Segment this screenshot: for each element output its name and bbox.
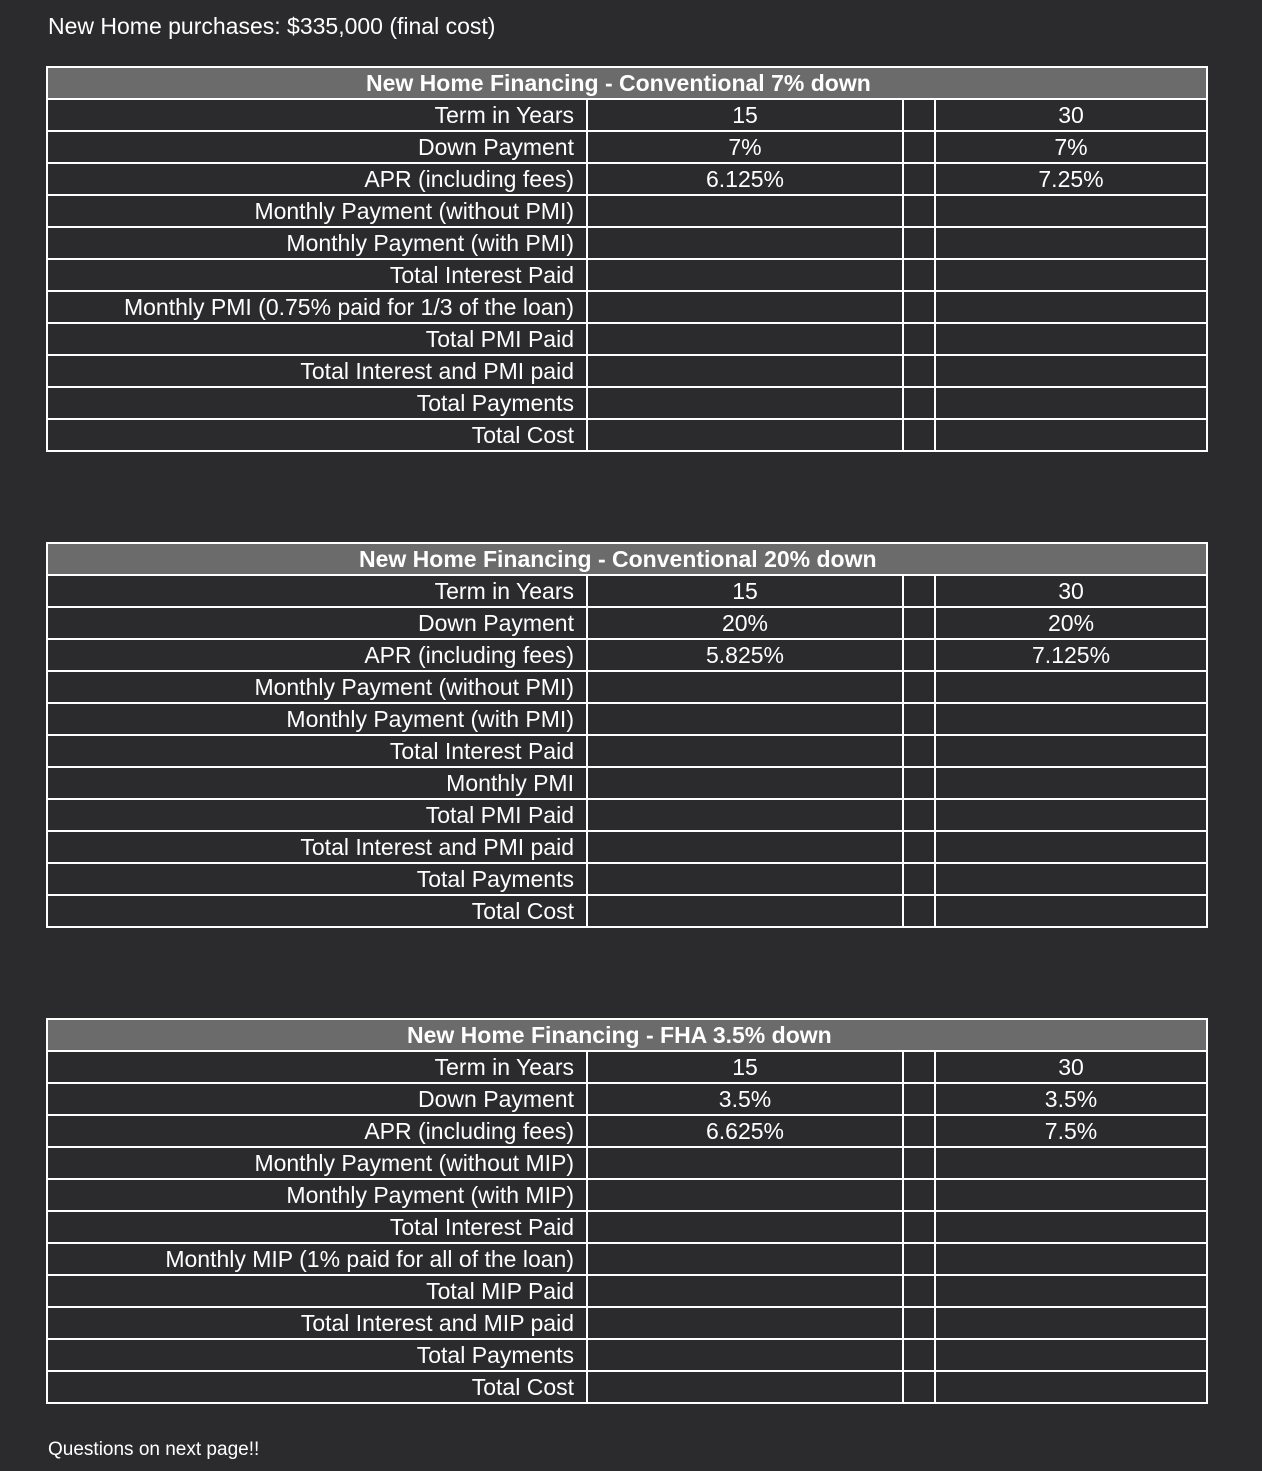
cell-30-year[interactable]: 3.5%	[935, 1083, 1207, 1115]
cell-15-year[interactable]: 3.5%	[587, 1083, 903, 1115]
cell-30-year[interactable]	[935, 227, 1207, 259]
cell-30-year[interactable]: 7.25%	[935, 163, 1207, 195]
row-label: Total Payments	[47, 1339, 587, 1371]
row-label: Total Interest Paid	[47, 735, 587, 767]
cell-30-year[interactable]	[935, 1179, 1207, 1211]
row-label: Total PMI Paid	[47, 323, 587, 355]
row-label: Monthly Payment (with PMI)	[47, 227, 587, 259]
cell-15-year[interactable]: 6.125%	[587, 163, 903, 195]
table-title: New Home Financing - Conventional 7% down	[47, 67, 1207, 99]
cell-15-year[interactable]: 7%	[587, 131, 903, 163]
spacer-cell	[903, 1275, 935, 1307]
spacer-cell	[903, 1115, 935, 1147]
table-row	[47, 831, 1207, 863]
table-row	[47, 1307, 1207, 1339]
cell-30-year[interactable]	[935, 1211, 1207, 1243]
table-row	[47, 1083, 1207, 1115]
cell-15-year[interactable]	[587, 1179, 903, 1211]
spacer-cell	[903, 1307, 935, 1339]
cell-30-year[interactable]	[935, 387, 1207, 419]
cell-15-year[interactable]	[587, 1243, 903, 1275]
table-row	[47, 291, 1207, 323]
spacer-cell	[903, 1147, 935, 1179]
row-label: Total Payments	[47, 387, 587, 419]
spacer-cell	[903, 1339, 935, 1371]
cell-30-year[interactable]	[935, 703, 1207, 735]
table-row	[47, 639, 1207, 671]
cell-15-year[interactable]	[587, 259, 903, 291]
table-title-row	[47, 1019, 1207, 1051]
row-label: Total Interest and MIP paid	[47, 1307, 587, 1339]
cell-30-year[interactable]	[935, 1147, 1207, 1179]
cell-30-year[interactable]	[935, 1339, 1207, 1371]
cell-15-year[interactable]	[587, 355, 903, 387]
spacer-cell	[903, 387, 935, 419]
cell-30-year[interactable]	[935, 671, 1207, 703]
cell-30-year[interactable]	[935, 1275, 1207, 1307]
cell-15-year[interactable]	[587, 195, 903, 227]
table-row	[47, 607, 1207, 639]
table-title: New Home Financing - FHA 3.5% down	[47, 1019, 1207, 1051]
spacer-cell	[903, 355, 935, 387]
row-label: Total Interest and PMI paid	[47, 355, 587, 387]
cell-30-year[interactable]	[935, 291, 1207, 323]
cell-15-year[interactable]: 5.825%	[587, 639, 903, 671]
row-label: Term in Years	[47, 1051, 587, 1083]
cell-30-year[interactable]	[935, 1371, 1207, 1403]
page-title: New Home purchases: $335,000 (final cost)	[48, 13, 496, 39]
financing-table-conventional-7	[46, 66, 1208, 452]
cell-15-year[interactable]: 6.625%	[587, 1115, 903, 1147]
cell-15-year[interactable]	[587, 831, 903, 863]
row-label: Term in Years	[47, 99, 587, 131]
table-row	[47, 1243, 1207, 1275]
cell-15-year[interactable]	[587, 387, 903, 419]
row-label: Monthly Payment (with PMI)	[47, 703, 587, 735]
table-row	[47, 1115, 1207, 1147]
cell-30-year[interactable]: 30	[935, 99, 1207, 131]
row-label: Monthly PMI (0.75% paid for 1/3 of the loan)	[47, 291, 587, 323]
cell-15-year[interactable]	[587, 291, 903, 323]
cell-15-year[interactable]: 15	[587, 1051, 903, 1083]
cell-15-year[interactable]	[587, 227, 903, 259]
financing-table-fha-3-5	[46, 1018, 1208, 1404]
cell-30-year[interactable]: 7.125%	[935, 639, 1207, 671]
spacer-cell	[903, 259, 935, 291]
row-label: Total Interest Paid	[47, 259, 587, 291]
table-title: New Home Financing - Conventional 20% down	[47, 543, 1207, 575]
cell-30-year[interactable]	[935, 735, 1207, 767]
cell-15-year[interactable]	[587, 703, 903, 735]
spacer-cell	[903, 419, 935, 451]
table-row	[47, 863, 1207, 895]
cell-15-year[interactable]	[587, 767, 903, 799]
table-row	[47, 1339, 1207, 1371]
table-title-row	[47, 543, 1207, 575]
row-label: APR (including fees)	[47, 639, 587, 671]
cell-30-year[interactable]: 30	[935, 575, 1207, 607]
row-label: Monthly Payment (without PMI)	[47, 195, 587, 227]
cell-30-year[interactable]	[935, 1307, 1207, 1339]
cell-15-year[interactable]	[587, 1371, 903, 1403]
cell-30-year[interactable]	[935, 831, 1207, 863]
cell-30-year[interactable]: 20%	[935, 607, 1207, 639]
spacer-cell	[903, 1179, 935, 1211]
spacer-cell	[903, 1371, 935, 1403]
spacer-cell	[903, 735, 935, 767]
cell-15-year[interactable]: 15	[587, 575, 903, 607]
spacer-cell	[903, 799, 935, 831]
cell-30-year[interactable]	[935, 419, 1207, 451]
spacer-cell	[903, 1211, 935, 1243]
cell-30-year[interactable]	[935, 323, 1207, 355]
spacer-cell	[903, 1243, 935, 1275]
table-row	[47, 259, 1207, 291]
row-label: Total PMI Paid	[47, 799, 587, 831]
spacer-cell	[903, 863, 935, 895]
spacer-cell	[903, 703, 935, 735]
row-label: Total Cost	[47, 1371, 587, 1403]
row-label: APR (including fees)	[47, 1115, 587, 1147]
table-row	[47, 1211, 1207, 1243]
cell-15-year[interactable]	[587, 799, 903, 831]
table-row	[47, 163, 1207, 195]
table-row	[47, 1275, 1207, 1307]
spacer-cell	[903, 163, 935, 195]
cell-30-year[interactable]	[935, 355, 1207, 387]
row-label: Monthly PMI	[47, 767, 587, 799]
cell-15-year[interactable]	[587, 1211, 903, 1243]
cell-15-year[interactable]	[587, 1275, 903, 1307]
cell-15-year[interactable]	[587, 895, 903, 927]
table-row	[47, 323, 1207, 355]
row-label: Total MIP Paid	[47, 1275, 587, 1307]
cell-30-year[interactable]	[935, 259, 1207, 291]
table-row	[47, 703, 1207, 735]
row-label: Monthly Payment (without MIP)	[47, 1147, 587, 1179]
spacer-cell	[903, 1083, 935, 1115]
table-row	[47, 355, 1207, 387]
cell-30-year[interactable]	[935, 799, 1207, 831]
spacer-cell	[903, 895, 935, 927]
row-label: Total Payments	[47, 863, 587, 895]
table-row	[47, 227, 1207, 259]
spacer-cell	[903, 671, 935, 703]
table-row	[47, 575, 1207, 607]
cell-30-year[interactable]	[935, 895, 1207, 927]
row-label: Total Interest Paid	[47, 1211, 587, 1243]
spacer-cell	[903, 639, 935, 671]
cell-30-year[interactable]	[935, 1243, 1207, 1275]
table-row	[47, 1051, 1207, 1083]
financing-table-conventional-20	[46, 542, 1208, 928]
row-label: Total Interest and PMI paid	[47, 831, 587, 863]
cell-15-year[interactable]	[587, 735, 903, 767]
cell-15-year[interactable]	[587, 671, 903, 703]
spacer-cell	[903, 323, 935, 355]
table-row	[47, 735, 1207, 767]
table-row	[47, 419, 1207, 451]
row-label: Term in Years	[47, 575, 587, 607]
cell-30-year[interactable]	[935, 195, 1207, 227]
table-row	[47, 195, 1207, 227]
table-row	[47, 767, 1207, 799]
spacer-cell	[903, 227, 935, 259]
row-label: Total Cost	[47, 419, 587, 451]
table-row	[47, 131, 1207, 163]
row-label: Total Cost	[47, 895, 587, 927]
cell-15-year[interactable]	[587, 1147, 903, 1179]
footer-note: Questions on next page!!	[48, 1439, 260, 1460]
row-label: APR (including fees)	[47, 163, 587, 195]
row-label: Monthly Payment (with MIP)	[47, 1179, 587, 1211]
cell-30-year[interactable]: 7.5%	[935, 1115, 1207, 1147]
spacer-cell	[903, 767, 935, 799]
cell-15-year[interactable]	[587, 1307, 903, 1339]
cell-15-year[interactable]: 20%	[587, 607, 903, 639]
table-row	[47, 1147, 1207, 1179]
table-row	[47, 799, 1207, 831]
cell-15-year[interactable]	[587, 323, 903, 355]
cell-15-year[interactable]	[587, 1339, 903, 1371]
cell-30-year[interactable]: 7%	[935, 131, 1207, 163]
row-label: Monthly Payment (without PMI)	[47, 671, 587, 703]
table-row	[47, 671, 1207, 703]
spacer-cell	[903, 131, 935, 163]
spacer-cell	[903, 607, 935, 639]
cell-15-year[interactable]: 15	[587, 99, 903, 131]
spacer-cell	[903, 831, 935, 863]
row-label: Down Payment	[47, 131, 587, 163]
table-row	[47, 1179, 1207, 1211]
cell-15-year[interactable]	[587, 863, 903, 895]
spacer-cell	[903, 1051, 935, 1083]
row-label: Down Payment	[47, 607, 587, 639]
spacer-cell	[903, 99, 935, 131]
row-label: Monthly MIP (1% paid for all of the loan)	[47, 1243, 587, 1275]
spacer-cell	[903, 575, 935, 607]
cell-30-year[interactable]	[935, 863, 1207, 895]
table-row	[47, 895, 1207, 927]
cell-15-year[interactable]	[587, 419, 903, 451]
table-row	[47, 387, 1207, 419]
table-row	[47, 99, 1207, 131]
cell-30-year[interactable]	[935, 767, 1207, 799]
table-title-row	[47, 67, 1207, 99]
row-label: Down Payment	[47, 1083, 587, 1115]
spacer-cell	[903, 195, 935, 227]
spacer-cell	[903, 291, 935, 323]
cell-30-year[interactable]: 30	[935, 1051, 1207, 1083]
table-row	[47, 1371, 1207, 1403]
